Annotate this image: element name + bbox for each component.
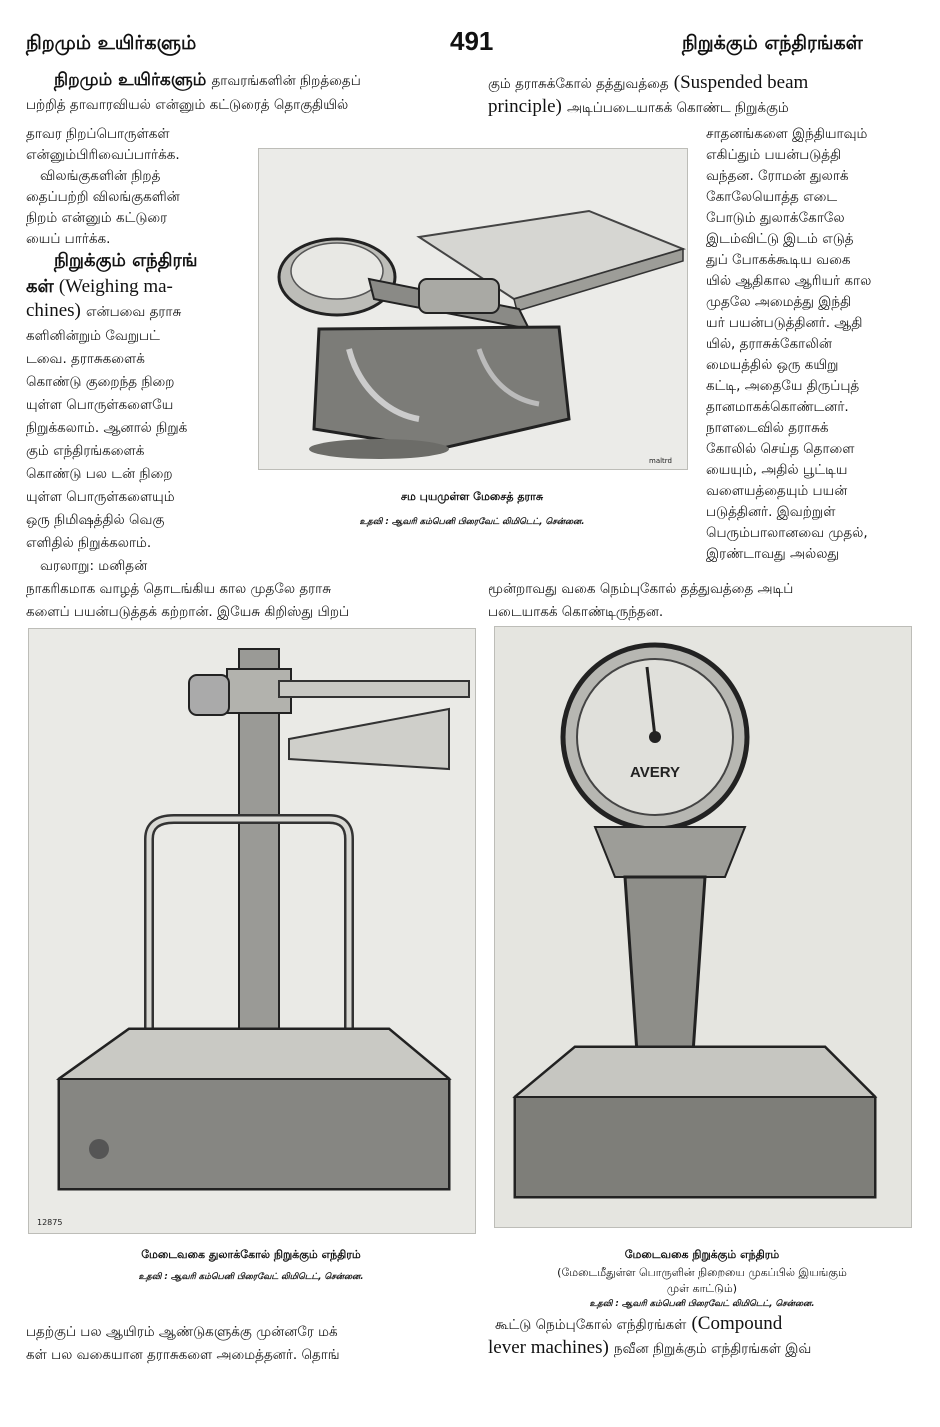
text-line: வளையத்தையும் பயன் [706, 483, 848, 499]
figure-subcaption: (மேடைமீதுள்ள பொருளின் நிறையை முகப்பில் இயங்கும் [557, 1266, 847, 1279]
text-line: எளிதில் நிறுக்கலாம். [26, 535, 152, 551]
figure-dial-platform-scale [494, 626, 912, 1228]
text-line: யுள்ள பொருள்களையும் [26, 489, 175, 505]
text-line: யர் பயன்படுத்தினர். ஆதி [706, 315, 863, 331]
text-line: பற்றித் தாவாரவியல் என்னும் கட்டுரைத் தொகுதியில் [26, 97, 349, 113]
text-line: கொண்டு குறைந்த நிறை [26, 374, 175, 390]
entry-heading: நிறுக்கும் எந்திரங் [54, 250, 198, 271]
dial-brand: AVERY [629, 764, 681, 781]
text-line: வரலாறு: மனிதன் [40, 558, 148, 574]
text-line: இரண்டாவது அல்லது [706, 546, 840, 562]
text-line: principle) அடிப்படையாகக் கொண்ட நிறுக்கும் [488, 96, 789, 117]
text-line: பதற்குப் பல ஆயிரம் ஆண்டுகளுக்கு முன்னரே மக் [26, 1324, 338, 1340]
text-line: நாகரிகமாக வாழத் தொடங்கிய கால முதலே தராசு [26, 581, 331, 597]
text-line: chines) என்பவை தராசு [26, 300, 182, 321]
text-line: பெரும்பாலானவை முதல், [706, 525, 868, 541]
text-line: யுள்ள பொருள்களையே [26, 397, 174, 413]
platform-beam-scale-illustration [29, 629, 475, 1233]
text-line: கும் எந்திரங்களைக் [26, 443, 145, 459]
text-line: நாளடைவில் தராசுக் [706, 420, 829, 436]
text-line: முதலே அமைத்து இந்தி [706, 294, 852, 310]
text-line: கள் பல வகையான தராசுகளை அமைத்தனர். தொங் [26, 1347, 340, 1363]
text-line: கும் தராசுக்கோல் தத்துவத்தை (Suspended beam [488, 72, 809, 93]
entry-heading: நிறமும் உயிர்களும் தாவரங்களின் நிறத்தைப் [54, 70, 361, 90]
text-line: நிறுக்கலாம். ஆனால் நிறுக் [26, 420, 188, 436]
text-line: படையாகக் கொண்டிருந்தன. [488, 604, 664, 620]
text-line: மூன்றாவது வகை நெம்புகோல் தத்துவத்தை அடிப் [488, 581, 794, 597]
text-line: படுத்தினர். இவற்றுள் [706, 504, 836, 520]
table-balance-illustration [259, 149, 687, 469]
text-line: டவை. தராசுகளைக் [26, 351, 145, 367]
figure-subcaption: முள் காட்டும்) [666, 1282, 738, 1295]
text-line: கூட்டு நெம்புகோல் எந்திரங்கள் (Compound [495, 1313, 783, 1334]
text-line: இடம்விட்டு இடம் எடுத் [706, 231, 854, 247]
text-line: சாதனங்களை இந்தியாவும் [706, 126, 868, 142]
text-line: விலங்குகளின் நிறத் [40, 168, 161, 184]
text-line: நிறம் என்னும் கட்டுரை [26, 210, 168, 226]
dial-platform-scale-illustration [495, 627, 911, 1227]
figure-mark: 12875 [37, 1218, 63, 1227]
text-line: கோலேயொத்த எடை [706, 189, 838, 205]
text-line: தாவர நிறப்பொருள்கள் [26, 126, 170, 142]
figure-credit: உதவி : ஆவரி கம்பெனி பிரைவேட் லிமிடெட், சென்னை. [589, 1299, 815, 1309]
text-line: துப் போகக்கூடிய வகை [706, 252, 851, 268]
running-head-right: நிறுக்கும் எந்திரங்கள் [682, 32, 863, 54]
text-line: யையும், அதில் பூட்டிய [706, 462, 848, 478]
text-line: கோலில் செய்த தொளை [706, 441, 855, 457]
text-line: களைப் பயன்படுத்தக் கற்றான். இயேசு கிறிஸ்து பிறப் [26, 604, 350, 620]
figure-credit: உதவி : ஆவரி கம்பெனி பிரைவேட் லிமிடெட், சென்னை. [359, 517, 585, 527]
text-line: என்னும்பிரிவைப்பார்க்க. [26, 147, 180, 163]
page-number: 491 [450, 26, 494, 56]
entry-heading-cont: கள் (Weighing ma- [26, 276, 173, 297]
figure-table-balance [258, 148, 688, 470]
text-line: வந்தன. ரோமன் துலாக் [706, 168, 849, 184]
text-line: கொண்டு பல டன் நிறை [26, 466, 173, 482]
text-line: யில் ஆதிகால ஆரியர் கால [706, 273, 872, 289]
text-line: மையத்தில் ஒரு கயிறு [706, 357, 839, 373]
text-line: தானமாகக்கொண்டனர். [706, 399, 849, 415]
text-line: யைப் பார்க்க. [26, 231, 111, 247]
running-head-left: நிறமும் உயிர்களும் [26, 32, 197, 54]
figure-caption: மேடைவகை நிறுக்கும் எந்திரம் [624, 1248, 780, 1261]
text-line: lever machines) நவீன நிறுக்கும் எந்திரங்கள் இவ் [488, 1337, 812, 1358]
text-line: யில், தராசுக்கோலின் [706, 336, 833, 352]
text-line: போடும் துலாக்கோலே [706, 210, 845, 226]
figure-credit: உதவி : ஆவரி கம்பெனி பிரைவேட் லிமிடெட், சென்னை. [138, 1272, 364, 1282]
text-line: தைப்பற்றி விலங்குகளின் [26, 189, 180, 205]
figure-caption: மேடைவகை துலாக்கோல் நிறுக்கும் எந்திரம் [141, 1248, 361, 1261]
figure-caption: சம புயமுள்ள மேசைத் தராசு [400, 490, 544, 503]
figure-platform-beam-scale [28, 628, 476, 1234]
text-line: களினின்றும் வேறுபட் [26, 328, 160, 344]
text-line: ஒரு நிமிஷத்தில் வெகு [26, 512, 165, 528]
text-line: கட்டி, அதையே திருப்புத் [706, 378, 860, 394]
text-line: எகிப்தும் பயன்படுத்தி [706, 147, 842, 163]
figure-mark: maltrd [649, 457, 672, 465]
